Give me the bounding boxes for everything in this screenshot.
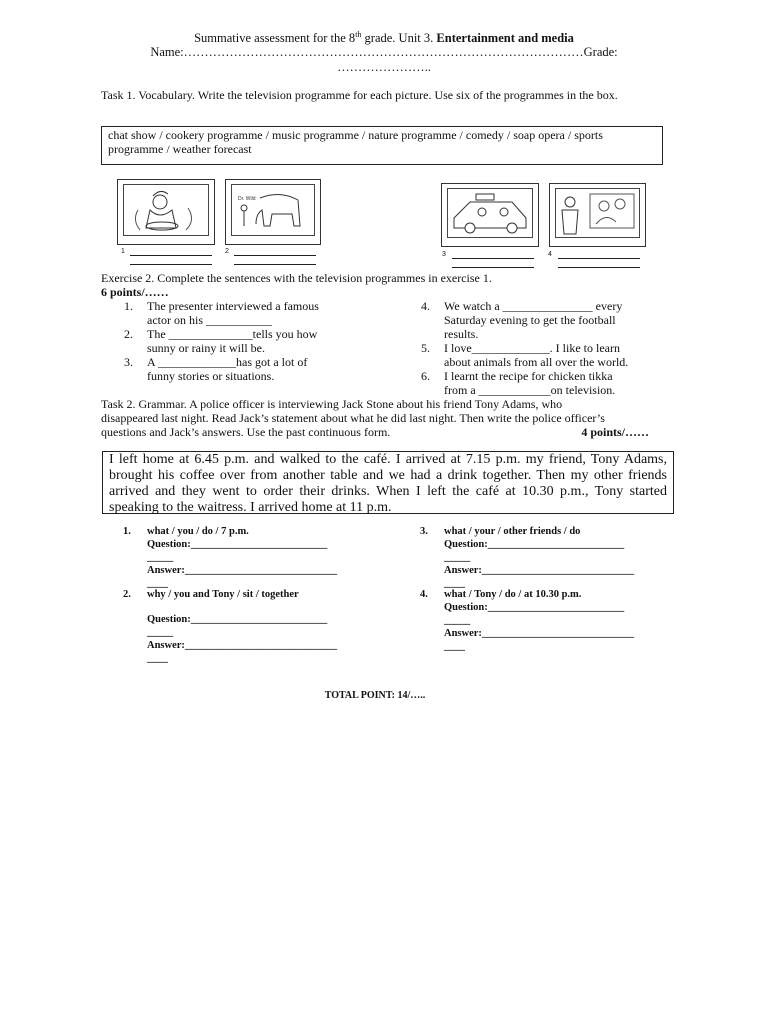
answer-line-1b — [130, 264, 212, 265]
sentence-3: 3. A _____________has got a lot of funny stories or situations. — [124, 355, 308, 383]
answer-line-2b — [234, 264, 316, 265]
task1-instruction: Task 1. Vocabulary. Write the television programme for each picture. Use six of the programmes in the box. — [101, 88, 618, 102]
statement-line-2: brought his coffee over from another table and we had a drink together. Then my other friends — [109, 468, 667, 483]
exercise2-right-column — [421, 299, 661, 397]
answer-line-2a — [234, 255, 316, 256]
presenter-picture — [549, 183, 646, 247]
qa-item-3: 3. what / your / other friends / do Question:__________________________ _____ Answer:_____________________________ ____ — [420, 526, 635, 589]
exercise2-points: 6 points/…… — [101, 285, 169, 299]
sentence-4: 4. We watch a _______________ every Saturday evening to get the football results. — [421, 299, 623, 341]
sentence-5: 5. I love_____________. I like to learn about animals from all over the world. — [421, 341, 629, 369]
picture-number-2: 2 — [225, 248, 229, 255]
jack-statement-box — [102, 451, 674, 514]
statement-line-3: arrived and they went to order their drinks. When I left the café at 10.30 p.m., Tony started — [109, 484, 667, 499]
answer-line-4b — [558, 267, 640, 268]
svg-text:Dr. Wild: Dr. Wild — [238, 196, 256, 202]
answer-line-3b — [452, 267, 534, 268]
statement-line-1: I left home at 6.45 p.m. and walked to the café. I arrived at 7.15 p.m. my friend, Tony Adams, — [109, 452, 667, 467]
exercise2-left-column — [124, 299, 354, 383]
qa-item-1: 1. what / you / do / 7 p.m. Question:__________________________ _____ Answer:_____________________________ ____ — [123, 526, 338, 589]
qa-item-4: 4. what / Tony / do / at 10.30 p.m. Question:__________________________ _____ Answer:_____________________________ ____ — [420, 589, 635, 652]
page-title: Summative assessment for the 8th grade. Unit 3. Entertainment and media — [194, 30, 574, 46]
answer-line-4a — [558, 258, 640, 259]
sentence-6: 6. I learnt the recipe for chicken tikka from a ____________on television. — [421, 369, 616, 397]
task2-points: 4 points/…… — [581, 425, 649, 439]
vocabulary-line-1: chat show / cookery programme / music programme / nature programme / comedy / soap opera / sports — [108, 128, 603, 142]
name-grade-line: Name:……………………………………………………………………………………Grade: — [150, 45, 618, 59]
chef-cooking-picture — [117, 179, 215, 245]
exercise2-instruction: Exercise 2. Complete the sentences with the television programmes in exercise 1. — [101, 271, 492, 285]
elephant-picture — [225, 179, 321, 245]
picture-number-3: 3 — [442, 251, 446, 258]
vocabulary-box — [101, 126, 663, 165]
sentence-2: 2. The ______________tells you how sunny or rainy it will be. — [124, 327, 318, 355]
picture-number-1: 1 — [121, 248, 125, 255]
taxi-picture — [441, 183, 539, 247]
task2-instruction: Task 2. Grammar. A police officer is interviewing Jack Stone about his friend Tony Adams, who disappeared last night. Read Jack’s statement about what he did last night. Then write the police officer’s questions and Jack’s answers. Use the past continuous form. 4 points/…… — [101, 397, 649, 439]
sentence-1: 1. The presenter interviewed a famous actor on his ___________ — [124, 299, 319, 327]
picture-number-4: 4 — [548, 251, 552, 258]
statement-line-4: speaking to the waitress. I arrived home at 11 p.m. — [109, 500, 392, 515]
answer-line-1a — [130, 255, 212, 256]
answer-line-3a — [452, 258, 534, 259]
total-points: TOTAL POINT: 14/….. — [324, 690, 426, 701]
vocabulary-line-2: programme / weather forecast — [108, 142, 252, 156]
qa-item-2: 2. why / you and Tony / sit / together Question:__________________________ _____ Answer:_____________________________ ____ — [123, 589, 338, 664]
grade-dots: ………………….. — [337, 60, 431, 74]
